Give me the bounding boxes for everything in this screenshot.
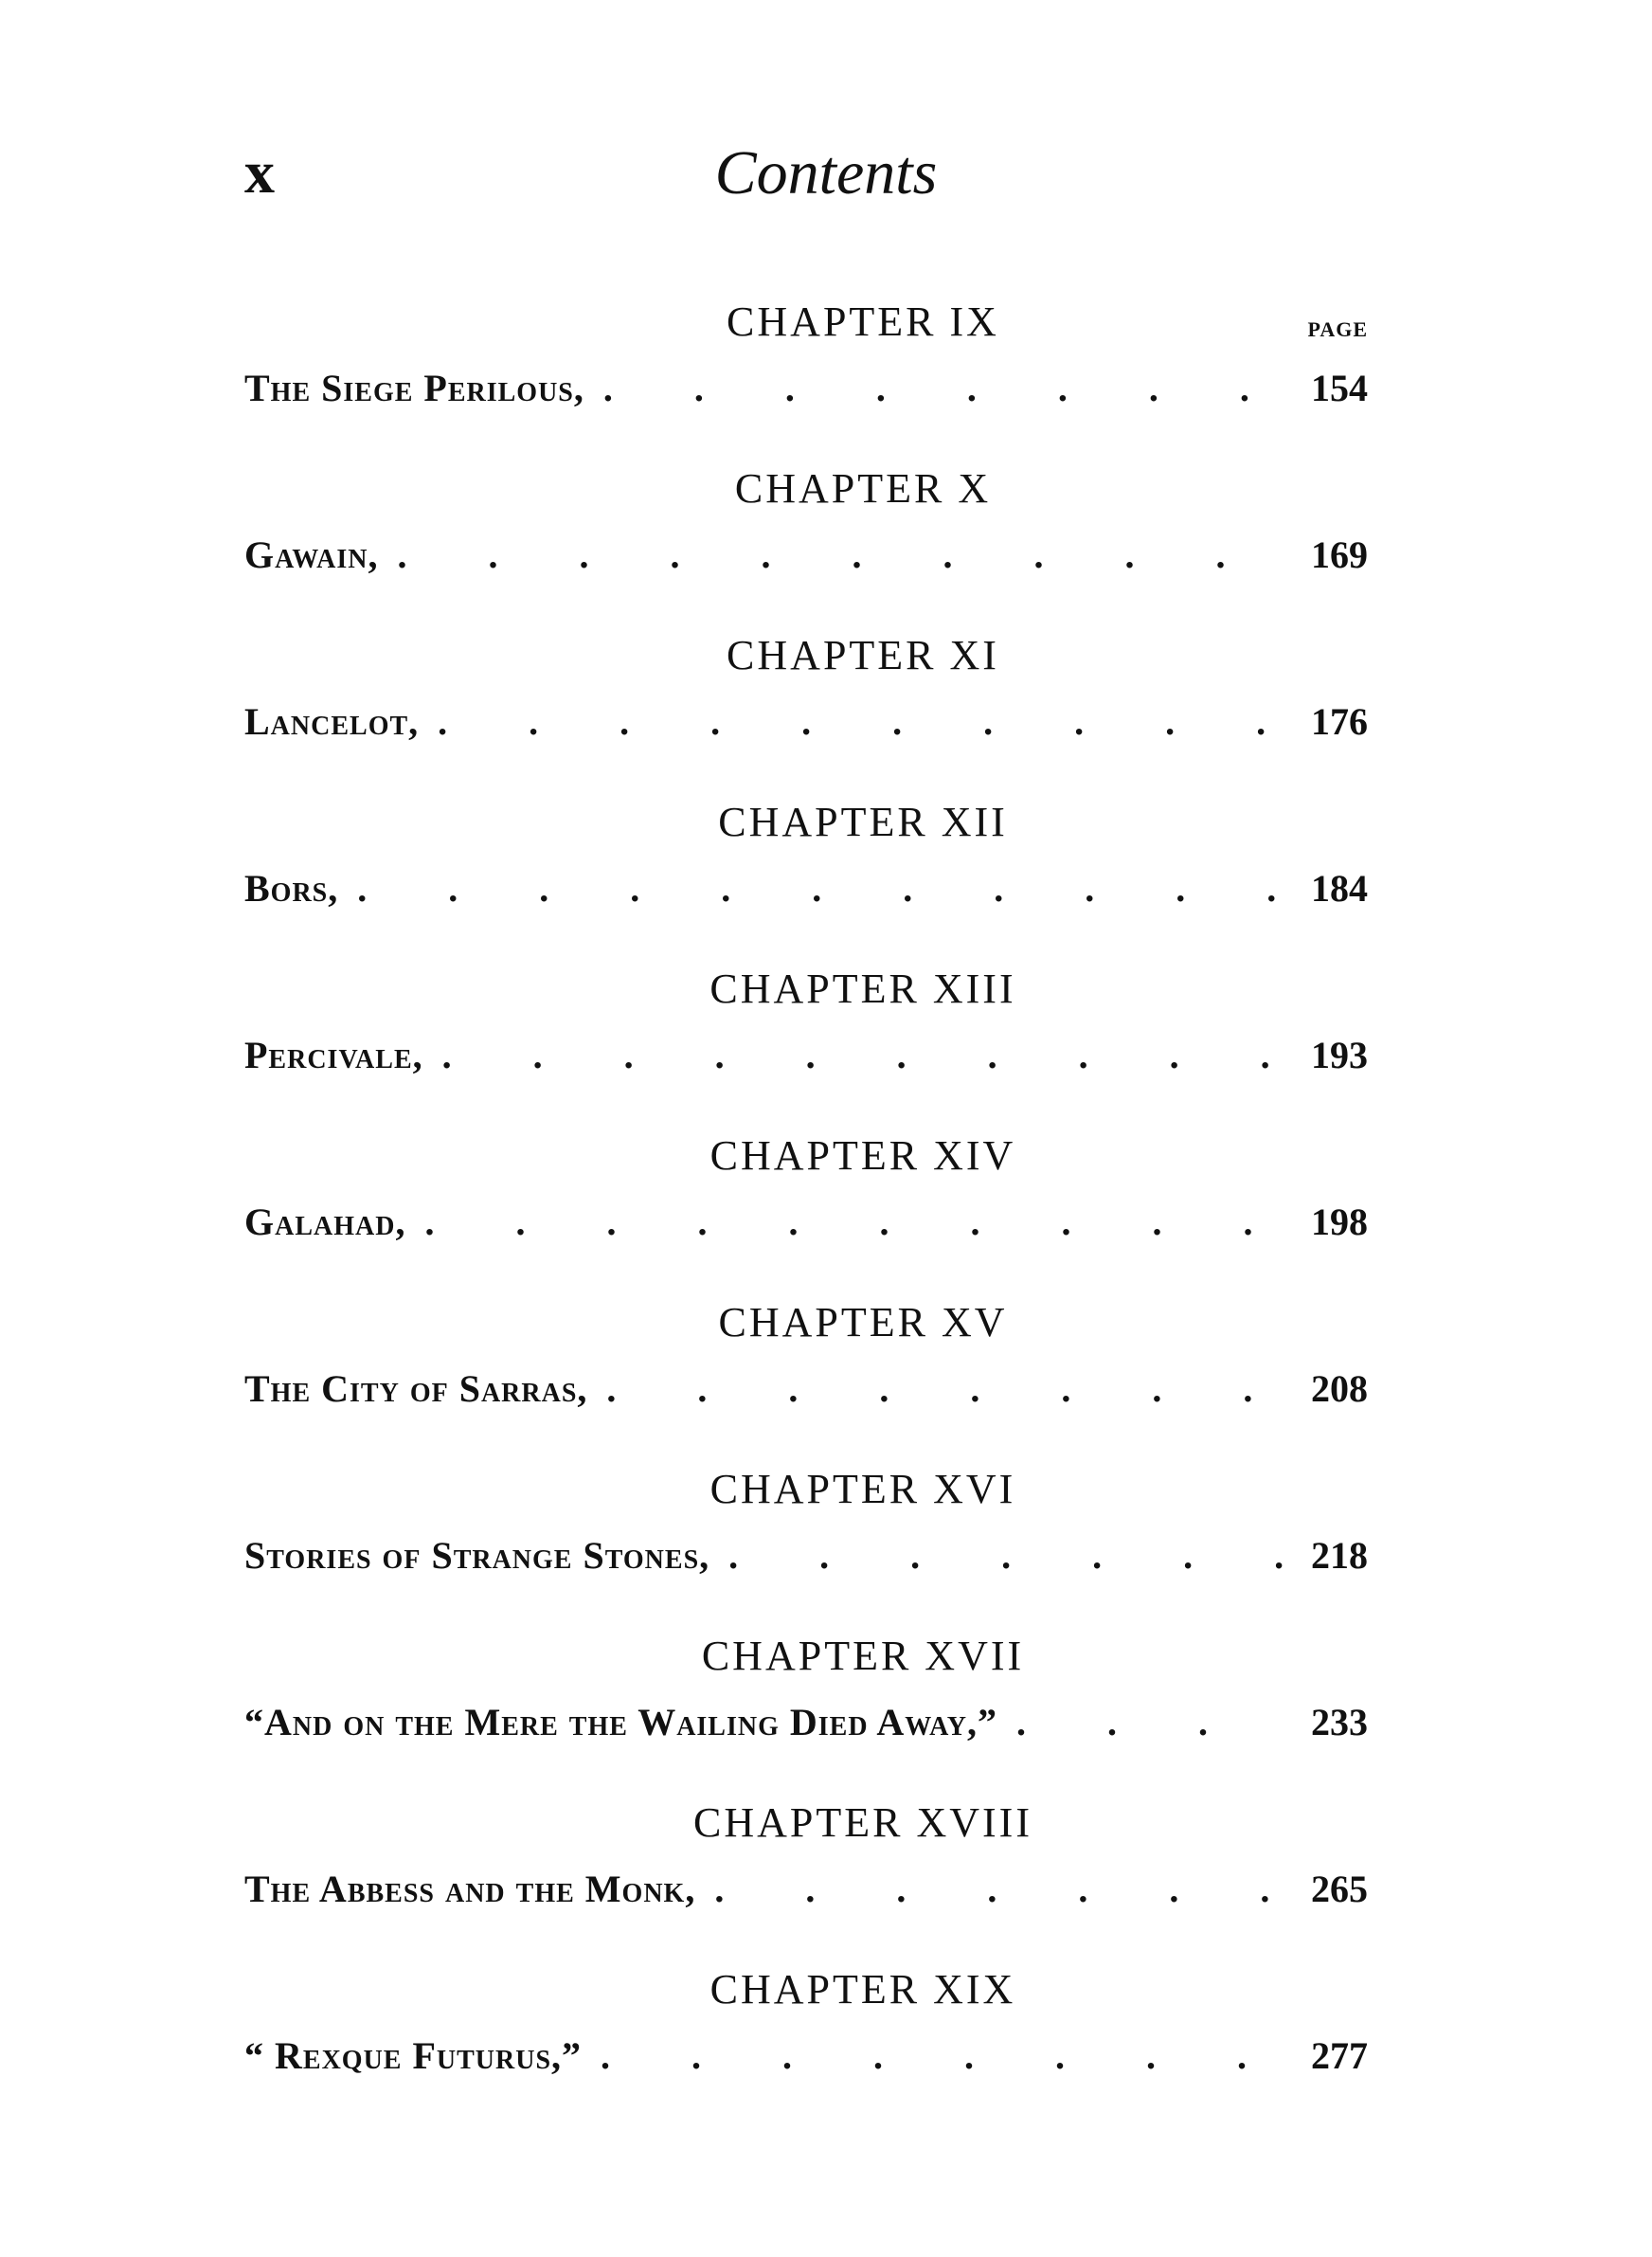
chapter-page: 265 [1311,1868,1368,1910]
dot-leader [338,870,1286,908]
chapter-title: Lancelot, [244,700,420,743]
page-number: x [244,138,275,206]
dot-leader [582,2037,1286,2075]
chapter-title: Bors, [244,867,339,910]
chapter-page: 233 [1311,1701,1368,1743]
toc-entry [244,700,1368,743]
dot-leader [405,1203,1286,1241]
chapter-heading: CHAPTER XII [718,799,1008,845]
toc-entry [244,1870,1368,1908]
chapter-heading: CHAPTER X [734,465,992,512]
toc-entry [244,367,1368,409]
chapter-page: 277 [1311,2034,1368,2077]
chapter-heading: CHAPTER XV [718,1299,1008,1345]
toc-entry [244,1701,1368,1743]
toc-chapter [244,460,1368,627]
chapter-page: 169 [1311,533,1368,576]
dot-leader [709,1537,1286,1575]
chapter-title: “ Rexque Futurus,” [244,2034,583,2077]
dot-leader [587,1370,1286,1408]
chapter-page: 208 [1311,1367,1368,1410]
toc-entry [244,1534,1368,1577]
chapter-title: The City of Sarras, [244,1367,588,1410]
toc-chapter [244,1294,1368,1461]
chapter-heading: CHAPTER XVI [709,1466,1016,1512]
chapter-heading: CHAPTER IX [727,298,999,345]
chapter-page: 198 [1311,1201,1368,1243]
chapter-page: 176 [1311,700,1368,743]
dot-leader [419,703,1286,741]
toc-chapter [244,1795,1368,1961]
chapter-page: 184 [1311,867,1368,910]
running-title: Contents [714,138,938,208]
toc-entry [244,533,1368,576]
chapter-title: Galahad, [244,1201,406,1243]
chapter-title: The Abbess and the Monk, [244,1868,696,1910]
chapter-title: “And on the Mere the Wailing Died Away,” [244,1701,998,1743]
chapter-heading: CHAPTER XVII [701,1633,1025,1679]
dot-leader [584,370,1286,407]
toc-entry [244,1203,1368,1241]
chapter-page: 193 [1311,1034,1368,1076]
chapter-heading: CHAPTER XIII [709,966,1016,1012]
toc-chapter [244,961,1368,1128]
table-of-contents [244,294,1368,2128]
dot-leader [378,536,1286,574]
chapter-title: The Siege Perilous, [244,367,584,409]
dot-leader [997,1704,1286,1742]
toc-chapter [244,627,1368,794]
chapter-title: Stories of Strange Stones, [244,1534,710,1577]
dot-leader [423,1037,1286,1074]
toc-chapter [244,1628,1368,1795]
dot-leader [695,1870,1286,1908]
chapter-page: 154 [1311,367,1368,409]
toc-chapter [244,294,1368,460]
toc-chapter [244,1461,1368,1628]
chapter-title: Percivale, [244,1034,423,1076]
chapter-title: Gawain, [244,533,379,576]
toc-chapter [244,794,1368,961]
toc-entry [244,867,1368,910]
toc-entry [244,1367,1368,1410]
toc-entry [244,1034,1368,1076]
chapter-heading: CHAPTER XIX [709,1966,1016,2013]
chapter-heading: CHAPTER XIV [709,1132,1016,1179]
chapter-heading: CHAPTER XVIII [693,1799,1032,1846]
chapter-page: 218 [1311,1534,1368,1577]
toc-entry [244,2034,1368,2077]
toc-chapter [244,1961,1368,2128]
toc-chapter [244,1128,1368,1294]
page-column-label: PAGE [1307,317,1368,341]
chapter-heading: CHAPTER XI [727,632,999,678]
